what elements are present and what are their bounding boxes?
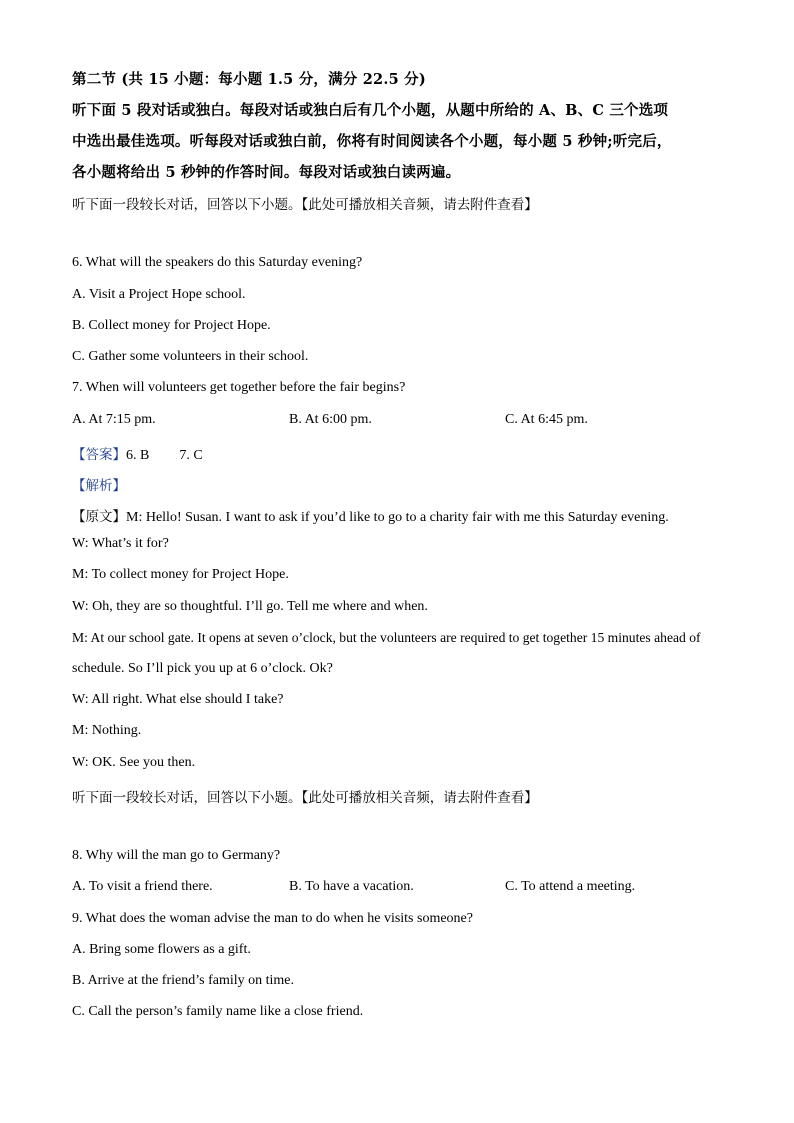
transcript-text-1: M: Hello! Susan. I want to ask if you’d like to go to a charity fair with me this Saturday evening. xyxy=(126,510,669,525)
answer-tag: 【答案】 xyxy=(72,447,126,463)
q7-stem: 7. When will volunteers get together before the fair begins? xyxy=(72,380,406,395)
q6-option-a: A. Visit a Project Hope school. xyxy=(72,287,246,302)
q9-option-a: A. Bring some flowers as a gift. xyxy=(72,942,251,957)
q7-option-a: A. At 7:15 pm. xyxy=(72,412,156,427)
transcript-line-7: W: All right. What else should I take? xyxy=(72,692,284,707)
transcript-line-5: M: At our school gate. It opens at seven o’clock, but the volunteers are required to get together 15 minutes ahead of xyxy=(72,630,701,645)
transcript-line-2: W: What’s it for? xyxy=(72,536,169,551)
analysis-tag: 【解析】 xyxy=(72,478,126,494)
q7-option-b: B. At 6:00 pm. xyxy=(289,412,372,427)
section-title: 第二节 (共 15 小题：每小题 1.5 分，满分 22.5 分) xyxy=(72,71,426,88)
q9-option-c: C. Call the person’s family name like a close friend. xyxy=(72,1004,364,1019)
q9-option-b: B. Arrive at the friend’s family on time. xyxy=(72,973,295,988)
q6-stem: 6. What will the speakers do this Saturday evening? xyxy=(72,255,363,270)
q9-stem: 9. What does the woman advise the man to do when he visits someone? xyxy=(72,911,473,926)
q6-option-b: B. Collect money for Project Hope. xyxy=(72,318,271,333)
transcript-tag: 【原文】 xyxy=(72,509,126,525)
q6-option-c: C. Gather some volunteers in their school. xyxy=(72,349,309,364)
q8-stem: 8. Why will the man go to Germany? xyxy=(72,848,281,863)
instructions-line-3: 各小题将给出 5 秒钟的作答时间。每段对话或独白读两遍。 xyxy=(72,164,461,181)
answer-7: 7. C xyxy=(179,448,203,463)
transcript-line-1 xyxy=(72,505,669,526)
transcript-line-8: M: Nothing. xyxy=(72,723,142,738)
part1-intro: 听下面一段较长对话，回答以下小题。【此处可播放相关音频，请去附件查看】 xyxy=(72,197,538,213)
transcript-line-9: W: OK. See you then. xyxy=(72,755,196,770)
instructions-line-1: 听下面 5 段对话或独白。每段对话或独白后有几个小题，从题中所给的 A、B、C 三个选项 xyxy=(72,102,669,119)
instructions-line-2: 中选出最佳选项。听每段对话或独白前，你将有时间阅读各个小题，每小题 5 秒钟;听完后， xyxy=(72,133,672,150)
q8-option-a: A. To visit a friend there. xyxy=(72,879,213,894)
answer-line xyxy=(72,443,203,464)
transcript-line-4: W: Oh, they are so thoughtful. I’ll go. Tell me where and when. xyxy=(72,599,428,614)
q7-option-c: C. At 6:45 pm. xyxy=(505,412,588,427)
answer-6: 6. B xyxy=(126,448,150,463)
q8-option-b: B. To have a vacation. xyxy=(289,879,414,894)
transcript-line-3: M: To collect money for Project Hope. xyxy=(72,567,289,582)
transcript-line-6: schedule. So I’ll pick you up at 6 o’clock. Ok? xyxy=(72,661,333,676)
part2-intro: 听下面一段较长对话，回答以下小题。【此处可播放相关音频，请去附件查看】 xyxy=(72,790,538,806)
q8-option-c: C. To attend a meeting. xyxy=(505,879,636,894)
